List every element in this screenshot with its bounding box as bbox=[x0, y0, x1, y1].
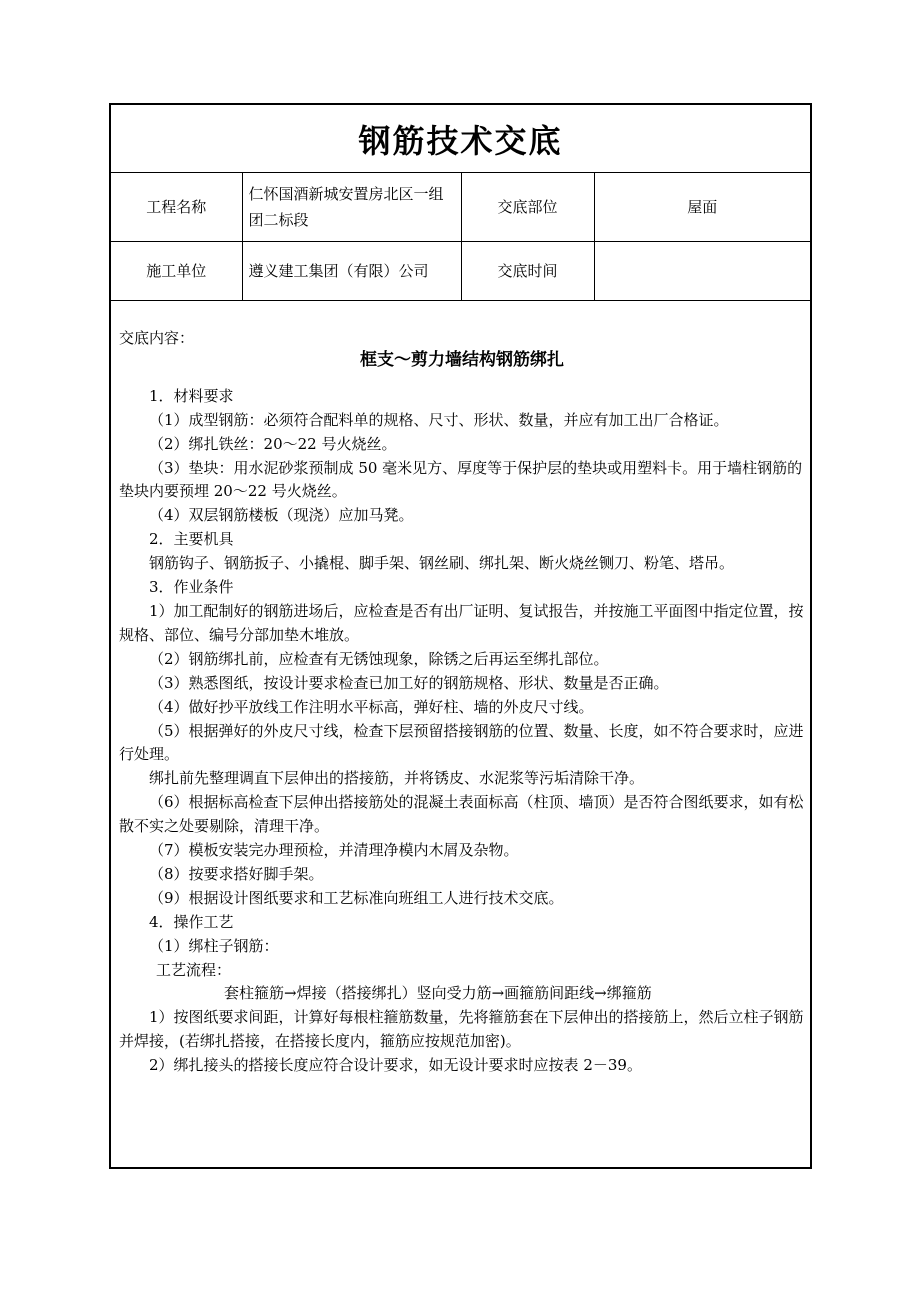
paragraph: 绑扎前先整理调直下层伸出的搭接筋，并将锈皮、水泥浆等污垢清除干净。 bbox=[149, 769, 645, 788]
paragraph: 4．操作工艺 bbox=[149, 912, 234, 931]
paragraph: 钢筋钩子、钢筋扳子、小撬棍、脚手架、钢丝刷、绑扎架、断火烧丝铡刀、粉笔、塔吊。 bbox=[149, 554, 735, 573]
contractor-label: 施工单位 bbox=[111, 241, 242, 300]
paragraph: （4）做好抄平放线工作注明水平标高，弹好柱、墙的外皮尺寸线。 bbox=[149, 697, 594, 716]
paragraph: （5）根据弹好的外皮尺寸线，检查下层预留搭接钢筋的位置、数量、长度，如不符合要求时，应进行处理。 bbox=[119, 721, 804, 764]
paragraph: （2）钢筋绑扎前，应检查有无锈蚀现象，除锈之后再运至绑扎部位。 bbox=[149, 649, 609, 668]
paragraph: 3．作业条件 bbox=[149, 578, 234, 597]
project-name-label: 工程名称 bbox=[111, 173, 242, 241]
document-frame bbox=[109, 103, 812, 1169]
paragraph: （4）双层钢筋楼板（现浇）应加马凳。 bbox=[149, 506, 414, 525]
paragraph: 2）绑扎接头的搭接长度应符合设计要求，如无设计要求时应按表 2－39。 bbox=[149, 1056, 642, 1075]
paragraph: （6）根据标高检查下层伸出搭接筋处的混凝土表面标高（柱顶、墙顶）是否符合图纸要求，如有松散不实之处要剔除，清理干净。 bbox=[119, 793, 804, 836]
paragraph: 1）按图纸要求间距，计算好每根柱箍筋数量，先将箍筋套在下层伸出的搭接筋上，然后立柱子钢筋并焊接，(若绑扎搭接，在搭接长度内，箍筋应按规范加密)。 bbox=[119, 1008, 804, 1051]
document-title: 钢筋技术交底 bbox=[111, 105, 810, 173]
info-row-contractor bbox=[111, 241, 810, 300]
paragraph: 2．主要机具 bbox=[149, 530, 234, 549]
info-table bbox=[111, 173, 810, 301]
paragraph: （7）模板安装完办理预检，并清理净模内木屑及杂物。 bbox=[149, 841, 519, 860]
time-label: 交底时间 bbox=[461, 241, 594, 300]
contractor-value: 遵义建工集团（有限）公司 bbox=[242, 241, 461, 300]
paragraph: （8）按要求搭好脚手架。 bbox=[149, 864, 324, 883]
time-value bbox=[594, 241, 810, 300]
paragraph: （1）绑柱子钢筋： bbox=[149, 936, 279, 955]
paragraph: 工艺流程： bbox=[156, 960, 232, 979]
content-label: 交底内容： bbox=[119, 329, 195, 347]
project-name-value: 仁怀国酒新城安置房北区一组团二标段 bbox=[242, 173, 461, 241]
paragraph: （9）根据设计图纸要求和工艺标准向班组工人进行技术交底。 bbox=[149, 888, 564, 907]
content-body bbox=[119, 327, 805, 1078]
paragraph: （2）绑扎铁丝：20～22 号火烧丝。 bbox=[149, 434, 397, 453]
paragraph: （3）垫块：用水泥砂浆预制成 50 毫米见方、厚度等于保护层的垫块或用塑料卡。用于墙柱钢筋的垫块内要预埋 20～22 号火烧丝。 bbox=[119, 458, 803, 501]
paragraph: （3）熟悉图纸，按设计要求检查已加工好的钢筋规格、形状、数量是否正确。 bbox=[149, 673, 669, 692]
info-row-project bbox=[111, 173, 810, 241]
part-label: 交底部位 bbox=[461, 173, 594, 241]
section-title: 框支～剪力墙结构钢筋绑扎 bbox=[360, 349, 564, 370]
paragraph: 1）加工配制好的钢筋进场后，应检查是否有出厂证明、复试报告，并按施工平面图中指定位置，按规格、部位、编号分部加垫木堆放。 bbox=[119, 601, 804, 644]
process-flow: 套柱箍筋→焊接（搭接绑扎）竖向受力筋→画箍筋间距线→绑箍筋 bbox=[224, 984, 652, 1003]
paragraph: 1．材料要求 bbox=[149, 386, 234, 405]
paragraph: （1）成型钢筋：必须符合配料单的规格、尺寸、形状、数量，并应有加工出厂合格证。 bbox=[149, 410, 729, 429]
part-value: 屋面 bbox=[594, 173, 810, 241]
